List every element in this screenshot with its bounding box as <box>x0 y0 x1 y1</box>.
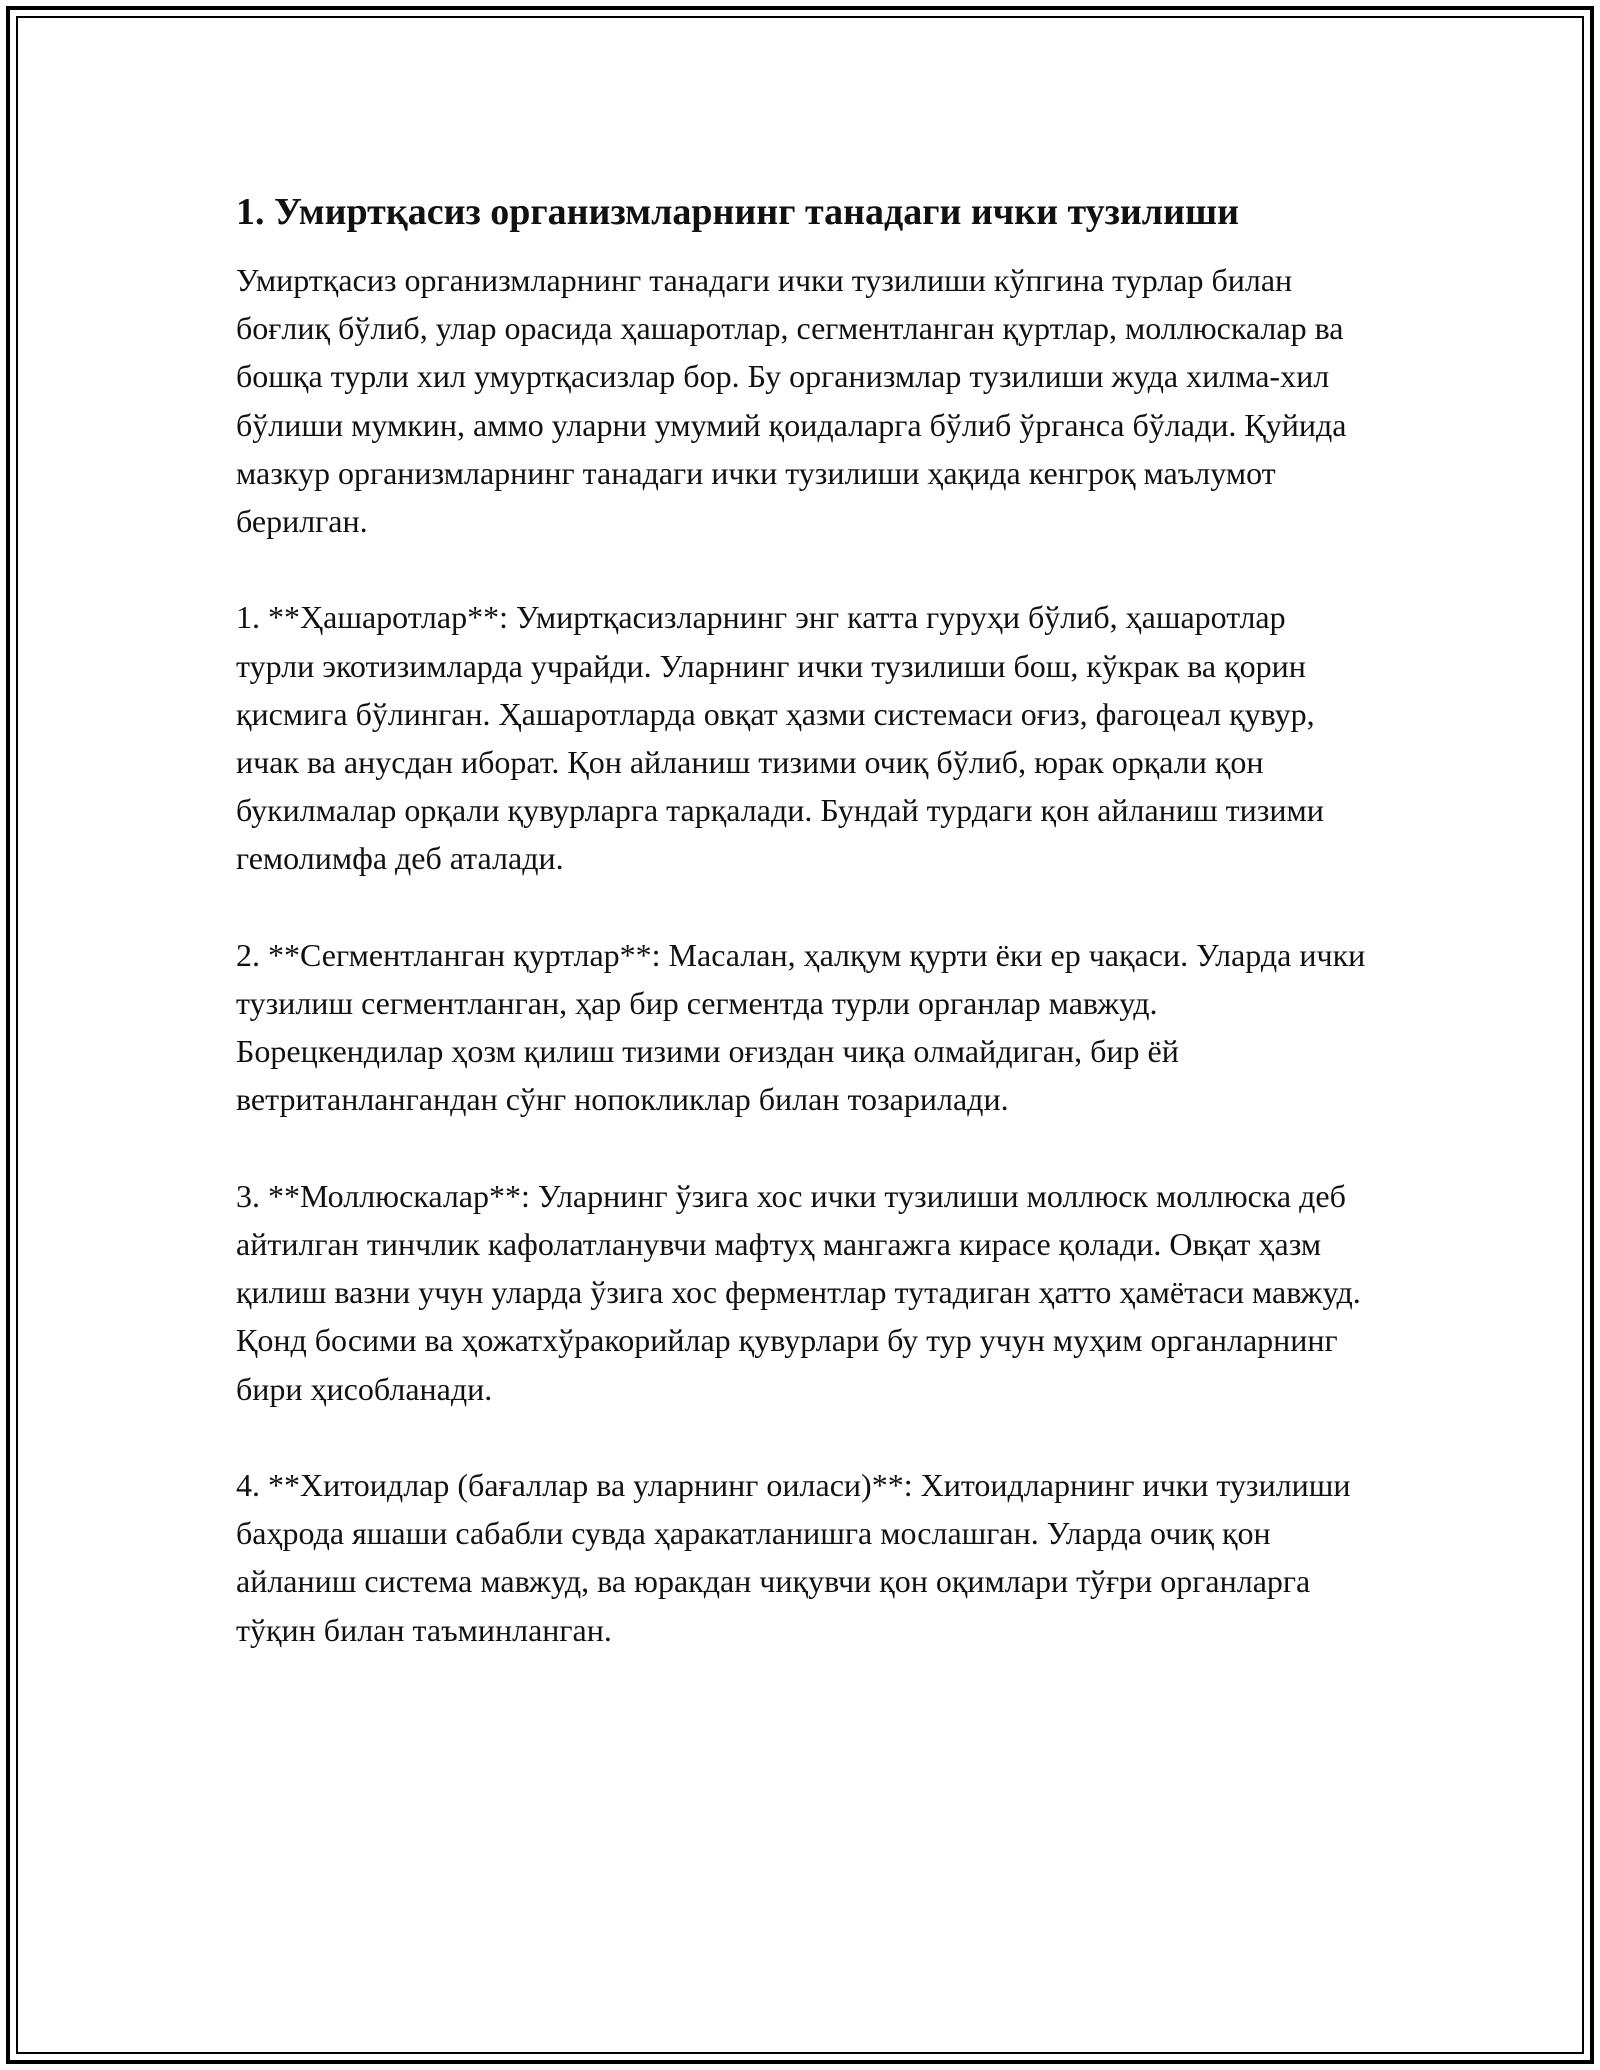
document-page <box>236 186 1366 1702</box>
paragraph-chitoids: 4. **Хитоидлар (бағаллар ва уларнинг оиласи)**: Хитоидларнинг ички тузилиши баҳрода яшаши сабабли сувда ҳаракатланишга мослашган. Уларда очиқ қон айланиш система мавжуд, ва юракдан чиқувчи қон оқимлари тўғри органларга тўқин билан таъминланган. <box>236 1467 1351 1648</box>
paragraph-segmented-worms: 2. **Сегментланган қуртлар**: Масалан, ҳалқум қурти ёки ер чақаси. Уларда ички тузилиш сегментланган, ҳар бир сегментда турли органлар мавжуд. Борецкендилар ҳозм қилиш тизими оғиздан чиқа олмайдиган, бир ёй ветританлангандан сўнг нопокликлар билан тозарилади. <box>236 936 1366 1118</box>
intro-paragraph: Умиртқасиз организмларнинг танадаги ички тузилиши кўпгина турлар билан боғлиқ бўлиб, улар орасида ҳашаротлар, сегментланган қуртлар, моллюскалар ва бошқа турли хил умуртқасизлар бор. Бу организмлар тузилиши жуда хилма-хил бўлиши мумкин, аммо уларни умумий қоидаларга бўлиб ўрганса бўлади. Қуйида мазкур организмларнинг танадаги ички тузилиши ҳақида кенгроқ маълумот берилган. <box>236 262 1347 540</box>
paragraph-insects: 1. **Ҳашаротлар**: Умиртқасизларнинг энг катта гуруҳи бўлиб, ҳашаротлар турли экотизимларда учрайди. Уларнинг ички тузилиши бош, кўкрак ва қорин қисмига бўлинган. Ҳашаротларда овқат ҳазми системаси оғиз, фагоцеал қувур, ичак ва анусдан иборат. Қон айланиш тизими очиқ бўлиб, юрак орқали қон букилмалар орқали қувурларга тарқалади. Бундай турдаги қон айланиш тизими гемолимфа деб аталади. <box>236 599 1324 877</box>
document-title: 1. Умиртқасиз организмларнинг танадаги ички тузилиши <box>236 191 1239 233</box>
paragraph-mollusks: 3. **Моллюскалар**: Уларнинг ўзига хос ички тузилиши моллюск моллюска деб айтилган тинчлик кафолатланувчи мафтуҳ мангажга кирасе қолади. Овқат ҳазм қилиш вазни учун уларда ўзига хос ферментлар тутадиган ҳатто ҳамётаси мавжуд. Қонд босими ва ҳожатхўракорийлар қувурлари бу тур учун муҳим органларнинг бири ҳисобланади. <box>236 1177 1361 1407</box>
